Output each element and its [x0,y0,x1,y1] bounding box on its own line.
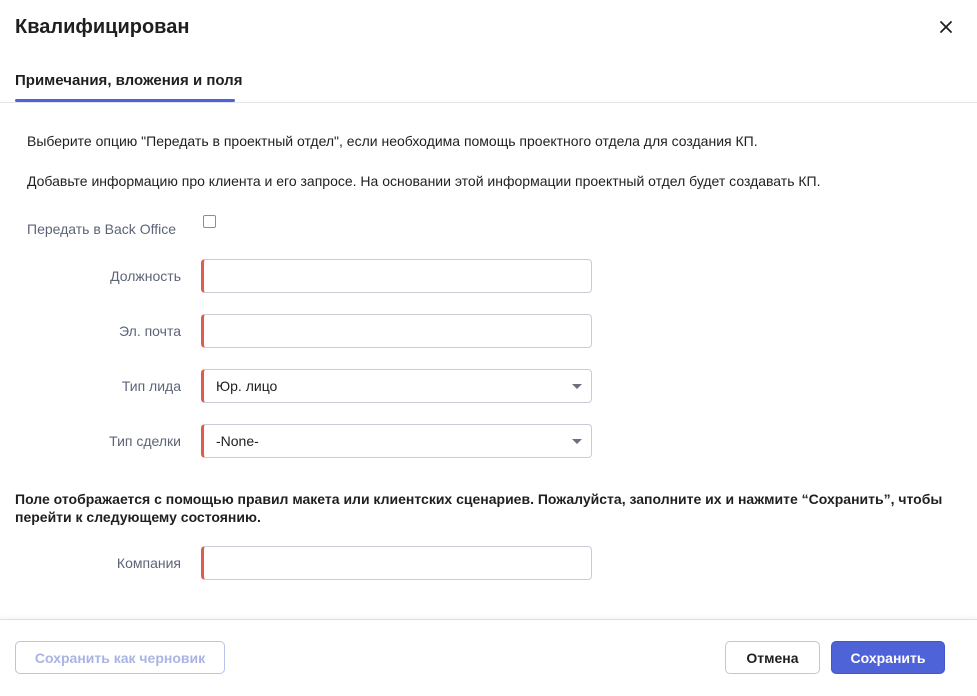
company-input[interactable] [204,547,591,579]
close-icon [939,20,953,34]
save-button[interactable]: Сохранить [831,641,945,674]
company-field[interactable] [201,546,592,580]
back-office-label: Передать в Back Office [27,221,177,237]
position-field[interactable] [201,259,592,293]
cancel-button[interactable]: Отмена [725,641,820,674]
email-field[interactable] [201,314,592,348]
deal-type-value: -None- [216,433,259,449]
chevron-down-icon [572,439,582,444]
info-text-1: Выберите опцию "Передать в проектный отдел", если необходима помощь проектного отдела для создания КП. [27,133,758,149]
lead-type-label: Тип лида [121,378,181,394]
layout-rules-notice: Поле отображается с помощью правил макета или клиентских сценариев. Пожалуйста, заполните их и нажмите “Сохранить”, чтобы перейти к следующему состоянию. [15,491,943,525]
lead-type-select[interactable] [201,369,592,403]
deal-type-label: Тип сделки [109,433,181,449]
save-draft-button[interactable]: Сохранить как черновик [15,641,225,674]
email-label: Эл. почта [119,323,181,339]
lead-type-value: Юр. лицо [216,378,278,394]
email-input[interactable] [204,315,591,347]
dialog-title: Квалифицирован [15,16,190,38]
deal-type-select[interactable] [201,424,592,458]
tab-notes-attachments-fields[interactable]: Примечания, вложения и поля [15,72,243,89]
position-input[interactable] [204,260,591,292]
active-tab-indicator [15,99,235,102]
info-text-2: Добавьте информацию про клиента и его запросе. На основании этой информации проектный отдел будет создавать КП. [27,173,821,189]
chevron-down-icon [572,384,582,389]
back-office-checkbox[interactable] [203,215,216,228]
position-label: Должность [110,268,181,284]
company-label: Компания [116,555,181,571]
close-button[interactable] [934,15,958,39]
